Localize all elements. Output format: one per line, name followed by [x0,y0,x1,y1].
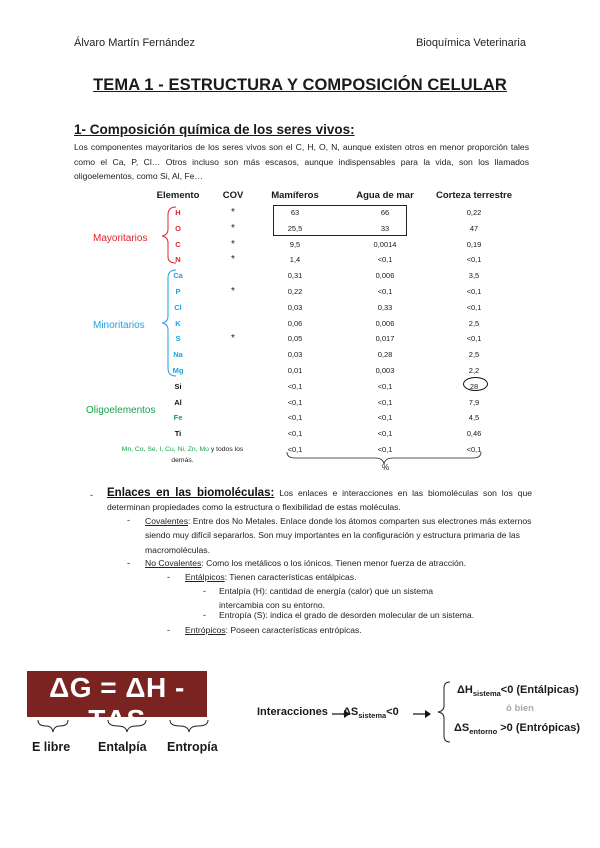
cell-mamiferos: 0,05 [287,334,303,344]
col-header-corteza: Corteza terrestre [435,190,513,201]
section-heading: 1- Composición química de los seres vivos: [74,122,355,137]
entalpia-text: Entalpía (H): cantidad de energía (calor) que un sistema intercambia con su entorno. [219,586,434,611]
interacciones-label: Interacciones [257,706,328,718]
equation-braces [30,716,220,736]
delta-s-symbol: ΔS [343,706,359,718]
cell-corteza: 0,19 [466,239,482,249]
label-energia-libre: E libre [32,740,71,754]
bonds-paragraph [107,486,532,515]
delta-s-sistema [343,706,399,720]
bullet: - [90,490,93,500]
cell-cov: * [231,207,235,218]
cell-corteza: <0,1 [466,302,482,312]
bonds-intro: Los enlaces e interacciones en las biomoléculas son los que determinan propiedades como la estructura o flexibilidad de estas moléculas. [107,488,532,513]
sub-bullet: - [127,558,130,568]
cell-elemento: Ti [174,429,182,439]
arrow-right-icon [412,708,434,720]
table-row [0,382,600,397]
cell-mamiferos: 0,03 [287,350,303,360]
cell-mamiferos: 25,5 [287,223,303,233]
cell-mamiferos: 0,03 [287,302,303,312]
cell-mamiferos: 0,01 [287,366,303,375]
col-header-cov: COV [222,190,244,201]
header-subject: Bioquímica Veterinaria [415,37,526,49]
table-row [0,319,600,334]
header-author: Álvaro Martín Fernández [74,37,196,49]
cell-corteza: 3,5 [468,271,480,281]
table-row [0,334,600,349]
cell-corteza: 2,5 [468,350,480,360]
cell-corteza: 2,5 [468,318,480,328]
delta-s-entorno-option [454,722,580,736]
entalpicos-label: Entálpicos [185,572,225,582]
col-header-elemento: Elemento [156,190,200,201]
cell-elemento: Fe [173,413,183,423]
cell-elemento: Ca [173,271,183,281]
oligo-note-rest: y todos los demás. [171,446,244,464]
cell-corteza: 28 [469,381,479,391]
cell-corteza: 47 [469,223,479,233]
delta-h-option [457,684,579,698]
cell-agua-mar: <0,1 [377,429,393,439]
col-header-agua-mar: Agua de mar [356,190,414,201]
cell-mamiferos: <0,1 [287,429,303,439]
delta-s-condition: <0 [386,706,399,718]
group-minoritarios: Minoritarios [93,320,145,331]
entalpicos-text: : Tienen características entálpicas. [224,572,357,582]
cell-mamiferos: <0,1 [287,381,303,391]
cell-elemento: O [175,223,181,233]
cell-corteza: <0,1 [466,334,482,344]
cell-elemento: P [175,287,181,296]
cell-mamiferos: 9,5 [289,239,301,249]
oligo-note [110,444,255,466]
col-header-mamiferos: Mamíferos [271,190,319,201]
table-row [0,240,600,255]
cell-agua-mar: 0,006 [375,271,395,281]
covalentes-paragraph [145,514,535,557]
cell-agua-mar: 0,0014 [373,239,397,249]
table-row [0,271,600,286]
cell-mamiferos: 0,31 [287,271,303,281]
cell-agua-mar: <0,1 [377,255,393,265]
no-covalentes-text: : Como los metálicos o los iónicos. Tienen menor fuerza de atracción. [201,558,466,568]
cell-elemento: Na [173,350,183,360]
sub-bullet: - [127,515,130,525]
group-oligoelementos: Oligoelementos [86,405,156,416]
cell-cov: * [231,286,235,297]
cell-elemento: Cl [174,302,182,312]
delta-s-subscript: sistema [358,711,387,721]
delta-s-entorno-subscript: entorno [469,727,498,737]
delta-s-entorno-symbol: ΔS [454,722,470,734]
sub-bullet: - [203,610,206,620]
table-row [0,287,600,302]
table-row [0,366,600,381]
cell-mamiferos: 0,22 [287,287,303,296]
label-entropia: Entropía [167,740,218,754]
cell-elemento: H [175,208,181,217]
cell-agua-mar: <0,1 [377,397,393,407]
cell-corteza: 0,22 [466,208,482,217]
entropia-text: Entropía (S): indica el grado de desorden molecular de un sistema. [219,610,475,620]
page-title: TEMA 1 - ESTRUCTURA Y COMPOSICIÓN CELULAR [93,76,507,94]
cell-corteza: 2,2 [468,366,480,375]
percent-label: % [382,463,390,472]
label-entalpia: Entalpía [98,740,147,754]
cell-agua-mar: 0,003 [375,366,395,375]
sub-bullet: - [167,572,170,582]
table-row [0,255,600,270]
cell-agua-mar: 0,28 [377,350,393,360]
cell-agua-mar: 33 [380,223,390,233]
cell-agua-mar: <0,1 [377,381,393,391]
entalpicos-paragraph [185,570,485,584]
cell-agua-mar: <0,1 [377,413,393,423]
highlight-circle [463,377,488,391]
covalentes-label: Covalentes [145,516,188,526]
brace-options [436,680,452,744]
table-row [0,303,600,318]
cell-agua-mar: 0,017 [375,334,395,344]
cell-mamiferos: 0,06 [287,318,303,328]
table-row [0,208,600,223]
section-paragraph: Los componentes mayoritarios de los seres vivos son el C, H, O, N, aunque existen otros en menor proporción tales como el Ca, P, Cl… Otros incluso son más escasos, aunque indispensables para la vida, son los llamados oligoelementos, como Si, Al, Fe… [74,142,529,181]
cell-corteza: <0,1 [466,445,482,454]
cell-elemento: K [175,318,181,328]
cell-agua-mar: <0,1 [377,445,393,454]
or-label: ó bien [506,703,534,714]
cell-agua-mar: 66 [380,208,390,217]
no-covalentes-paragraph [145,556,545,570]
table-row [0,429,600,444]
cell-mamiferos: <0,1 [287,397,303,407]
cell-cov: * [231,238,235,250]
covalentes-text: : Entre dos No Metales. Enlace donde los átomos comparten sus electrones más externos siendo muy difícil separarlos. Son muy importantes en la configuración y estructura primaria de las macromoléculas. [145,516,532,555]
cell-elemento: Mg [172,366,184,375]
entropicos-label: Entrópicos [185,625,226,635]
cell-cov: * [231,222,235,234]
cell-elemento: N [175,255,181,265]
cell-corteza: <0,1 [466,287,482,296]
brace-mayoritarios [160,205,180,265]
delta-h-condition: <0 (Entálpicas) [500,684,579,696]
cell-mamiferos: <0,1 [287,413,303,423]
cell-corteza: 0,46 [466,429,482,439]
cell-corteza: 4,5 [468,413,480,423]
group-mayoritarios: Mayoritarios [93,233,148,244]
cell-elemento: Al [174,397,182,407]
equation-formula: ΔG = ΔH -TΔS [49,672,185,735]
table-row [0,224,600,239]
table-row [0,350,600,365]
no-covalentes-label: No Covalentes [145,558,202,568]
cell-elemento: Si [174,381,182,391]
delta-h-symbol: ΔH [457,684,473,696]
entropicos-paragraph [185,623,485,637]
entropicos-text: : Poseen características entrópicas. [225,625,362,635]
cell-agua-mar: 0,006 [375,318,395,328]
sub-bullet: - [203,586,206,596]
cell-corteza: <0,1 [466,255,482,265]
sub-bullet: - [167,625,170,635]
delta-h-subscript: sistema [472,689,501,699]
cell-elemento: S [175,334,181,344]
cell-mamiferos: 63 [290,208,300,217]
cell-cov: * [231,333,235,345]
cell-mamiferos: <0,1 [287,445,303,454]
cell-mamiferos: 1,4 [289,255,301,265]
brace-minoritarios [160,268,180,378]
bonds-heading: Enlaces en las biomoléculas: [107,487,275,499]
cell-cov: * [231,254,235,266]
cell-elemento: C [175,239,181,249]
cell-agua-mar: 0,33 [377,302,393,312]
cell-agua-mar: <0,1 [377,287,393,296]
delta-s-entorno-condition: >0 (Entrópicas) [497,722,580,734]
cell-corteza: 7,9 [468,397,480,407]
oligo-note-elements: Mn, Co, Se, I, Cu, Ni, Zn, Mo [121,446,209,453]
